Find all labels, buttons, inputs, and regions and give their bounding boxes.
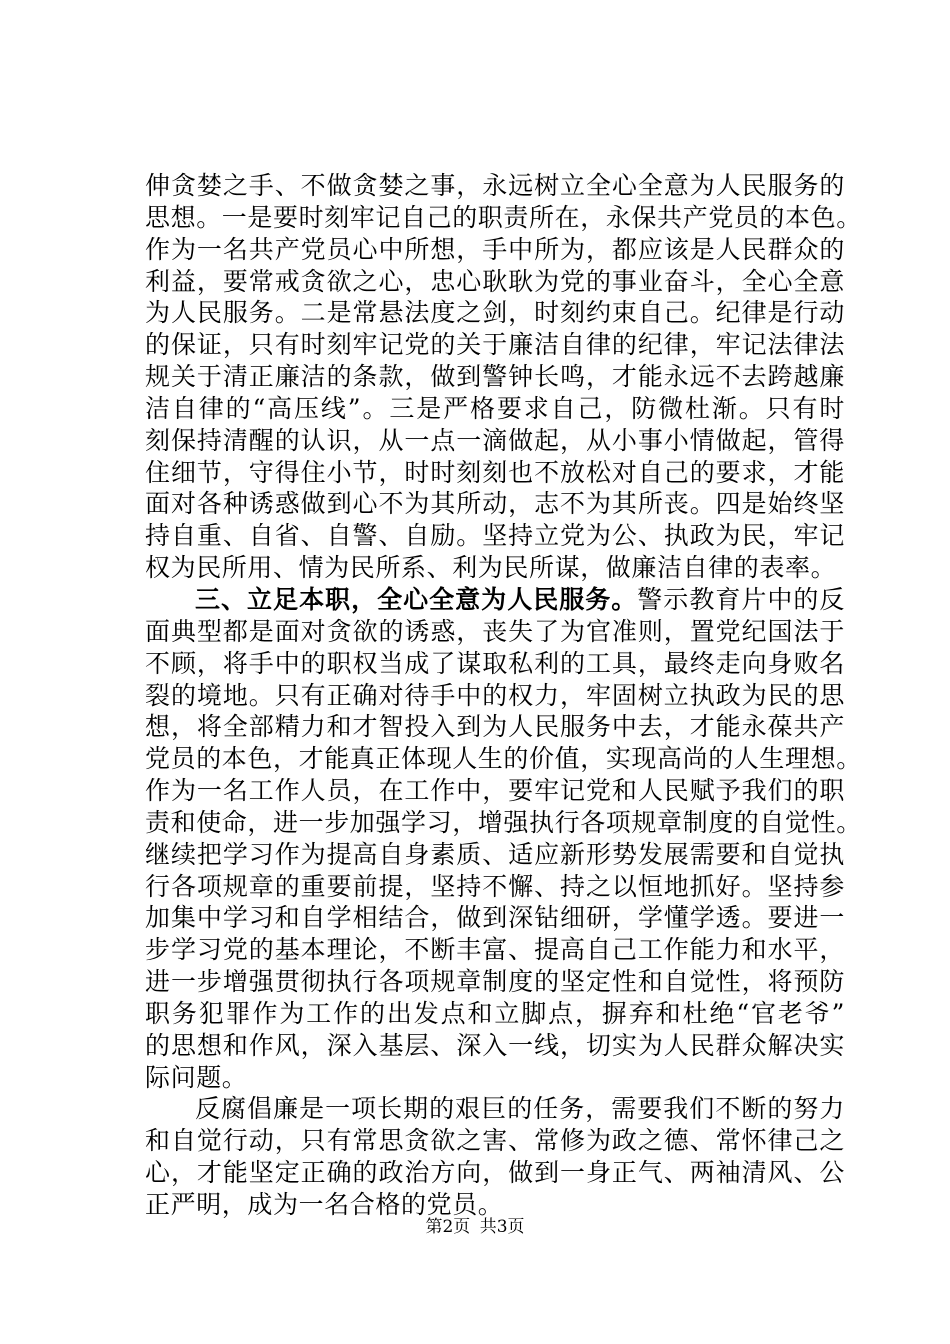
text-line: 的思想和作风，深入基层、深入一线，切实为人民群众解决实	[145, 1030, 845, 1060]
text-line: 伸贪婪之手、不做贪婪之事，永远树立全心全意为人民服务的	[145, 171, 845, 200]
text-line: 裂的境地。只有正确对待手中的权力，牢固树立执政为民的思	[145, 680, 845, 710]
page-number: 第2页	[425, 1217, 471, 1237]
text-line: 际问题。	[145, 1062, 248, 1092]
text-line: 的保证，只有时刻牢记党的关于廉洁自律的纪律，牢记法律法	[145, 330, 845, 360]
paragraph-2	[145, 584, 862, 1094]
text-line: 面对各种诱惑做到心不为其所动，志不为其所丧。四是始终坚	[145, 489, 845, 519]
text-line: 为人民服务。二是常悬法度之剑，时刻约束自己。纪律是行动	[145, 298, 845, 328]
document-body	[145, 170, 862, 1221]
text-line: 利益，要常戒贪欲之心，忠心耿耿为党的事业奋斗，全心全意	[145, 266, 845, 296]
text-line: 规关于清正廉洁的条款，做到警钟长鸣，才能永远不去跨越廉	[145, 362, 845, 392]
text-line: 心，才能坚定正确的政治方向，做到一身正气、两袖清风、公	[145, 1158, 845, 1188]
text-line: 刻保持清醒的认识，从一点一滴做起，从小事小情做起，管得	[145, 425, 845, 455]
text-line: 不顾，将手中的职权当成了谋取私利的工具，最终走向身败名	[145, 648, 845, 678]
text-line: 作为一名共产党员心中所想，手中所为，都应该是人民群众的	[145, 234, 845, 264]
text-line: 洁自律的“高压线”。三是严格要求自己，防微杜渐。只有时	[145, 393, 845, 423]
text-line: 住细节，守得住小节，时时刻刻也不放松对自己的要求，才能	[145, 457, 845, 487]
paragraph-3	[145, 1093, 845, 1220]
section-heading: 三、立足本职，全心全意为人民服务。	[195, 584, 638, 614]
text-line: 责和使命，进一步加强学习，增强执行各项规章制度的自觉性。	[145, 807, 862, 837]
text-line: 进一步增强贯彻执行各项规章制度的坚定性和自觉性，将预防	[145, 967, 845, 997]
text-line: 党员的本色，才能真正体现人生的价值，实现高尚的人生理想。	[145, 744, 862, 774]
text-line: 行各项规章的重要前提，坚持不懈、持之以恒地抓好。坚持参	[145, 871, 845, 901]
text-line: 思想。一是要时刻牢记自己的职责所在，永保共产党员的本色。	[145, 202, 862, 232]
text-line: 持自重、自省、自警、自励。坚持立党为公、执政为民，牢记	[145, 521, 845, 551]
text-line: 步学习党的基本理论，不断丰富、提高自己工作能力和水平，	[145, 935, 845, 965]
page-total: 共3页	[479, 1217, 525, 1237]
section-heading-line	[145, 584, 845, 616]
paragraph-1	[145, 170, 862, 584]
text-line: 和自觉行动，只有常思贪欲之害、常修为政之德、常怀律己之	[145, 1126, 845, 1156]
text-line: 加集中学习和自学相结合，做到深钻细研，学懂学透。要进一	[145, 903, 845, 933]
page-footer	[0, 1216, 950, 1238]
text-line: 想，将全部精力和才智投入到为人民服务中去，才能永葆共产	[145, 712, 845, 742]
text-line: 权为民所用、情为民所系、利为民所谋，做廉洁自律的表率。	[145, 553, 837, 583]
heading-line-text: 警示教育片中的反	[637, 584, 845, 614]
text-line: 正严明，成为一名合格的党员。	[145, 1190, 504, 1219]
text-line: 继续把学习作为提高自身素质、适应新形势发展需要和自觉执	[145, 839, 845, 869]
text-line: 作为一名工作人员，在工作中，要牢记党和人民赋予我们的职	[145, 776, 845, 806]
text-line: 反腐倡廉是一项长期的艰巨的任务，需要我们不断的努力	[195, 1094, 845, 1124]
text-line: 面典型都是面对贪欲的诱惑，丧失了为官准则，置党纪国法于	[145, 616, 845, 646]
text-line: 职务犯罪作为工作的出发点和立脚点，摒弃和杜绝“官老爷”	[145, 998, 845, 1028]
